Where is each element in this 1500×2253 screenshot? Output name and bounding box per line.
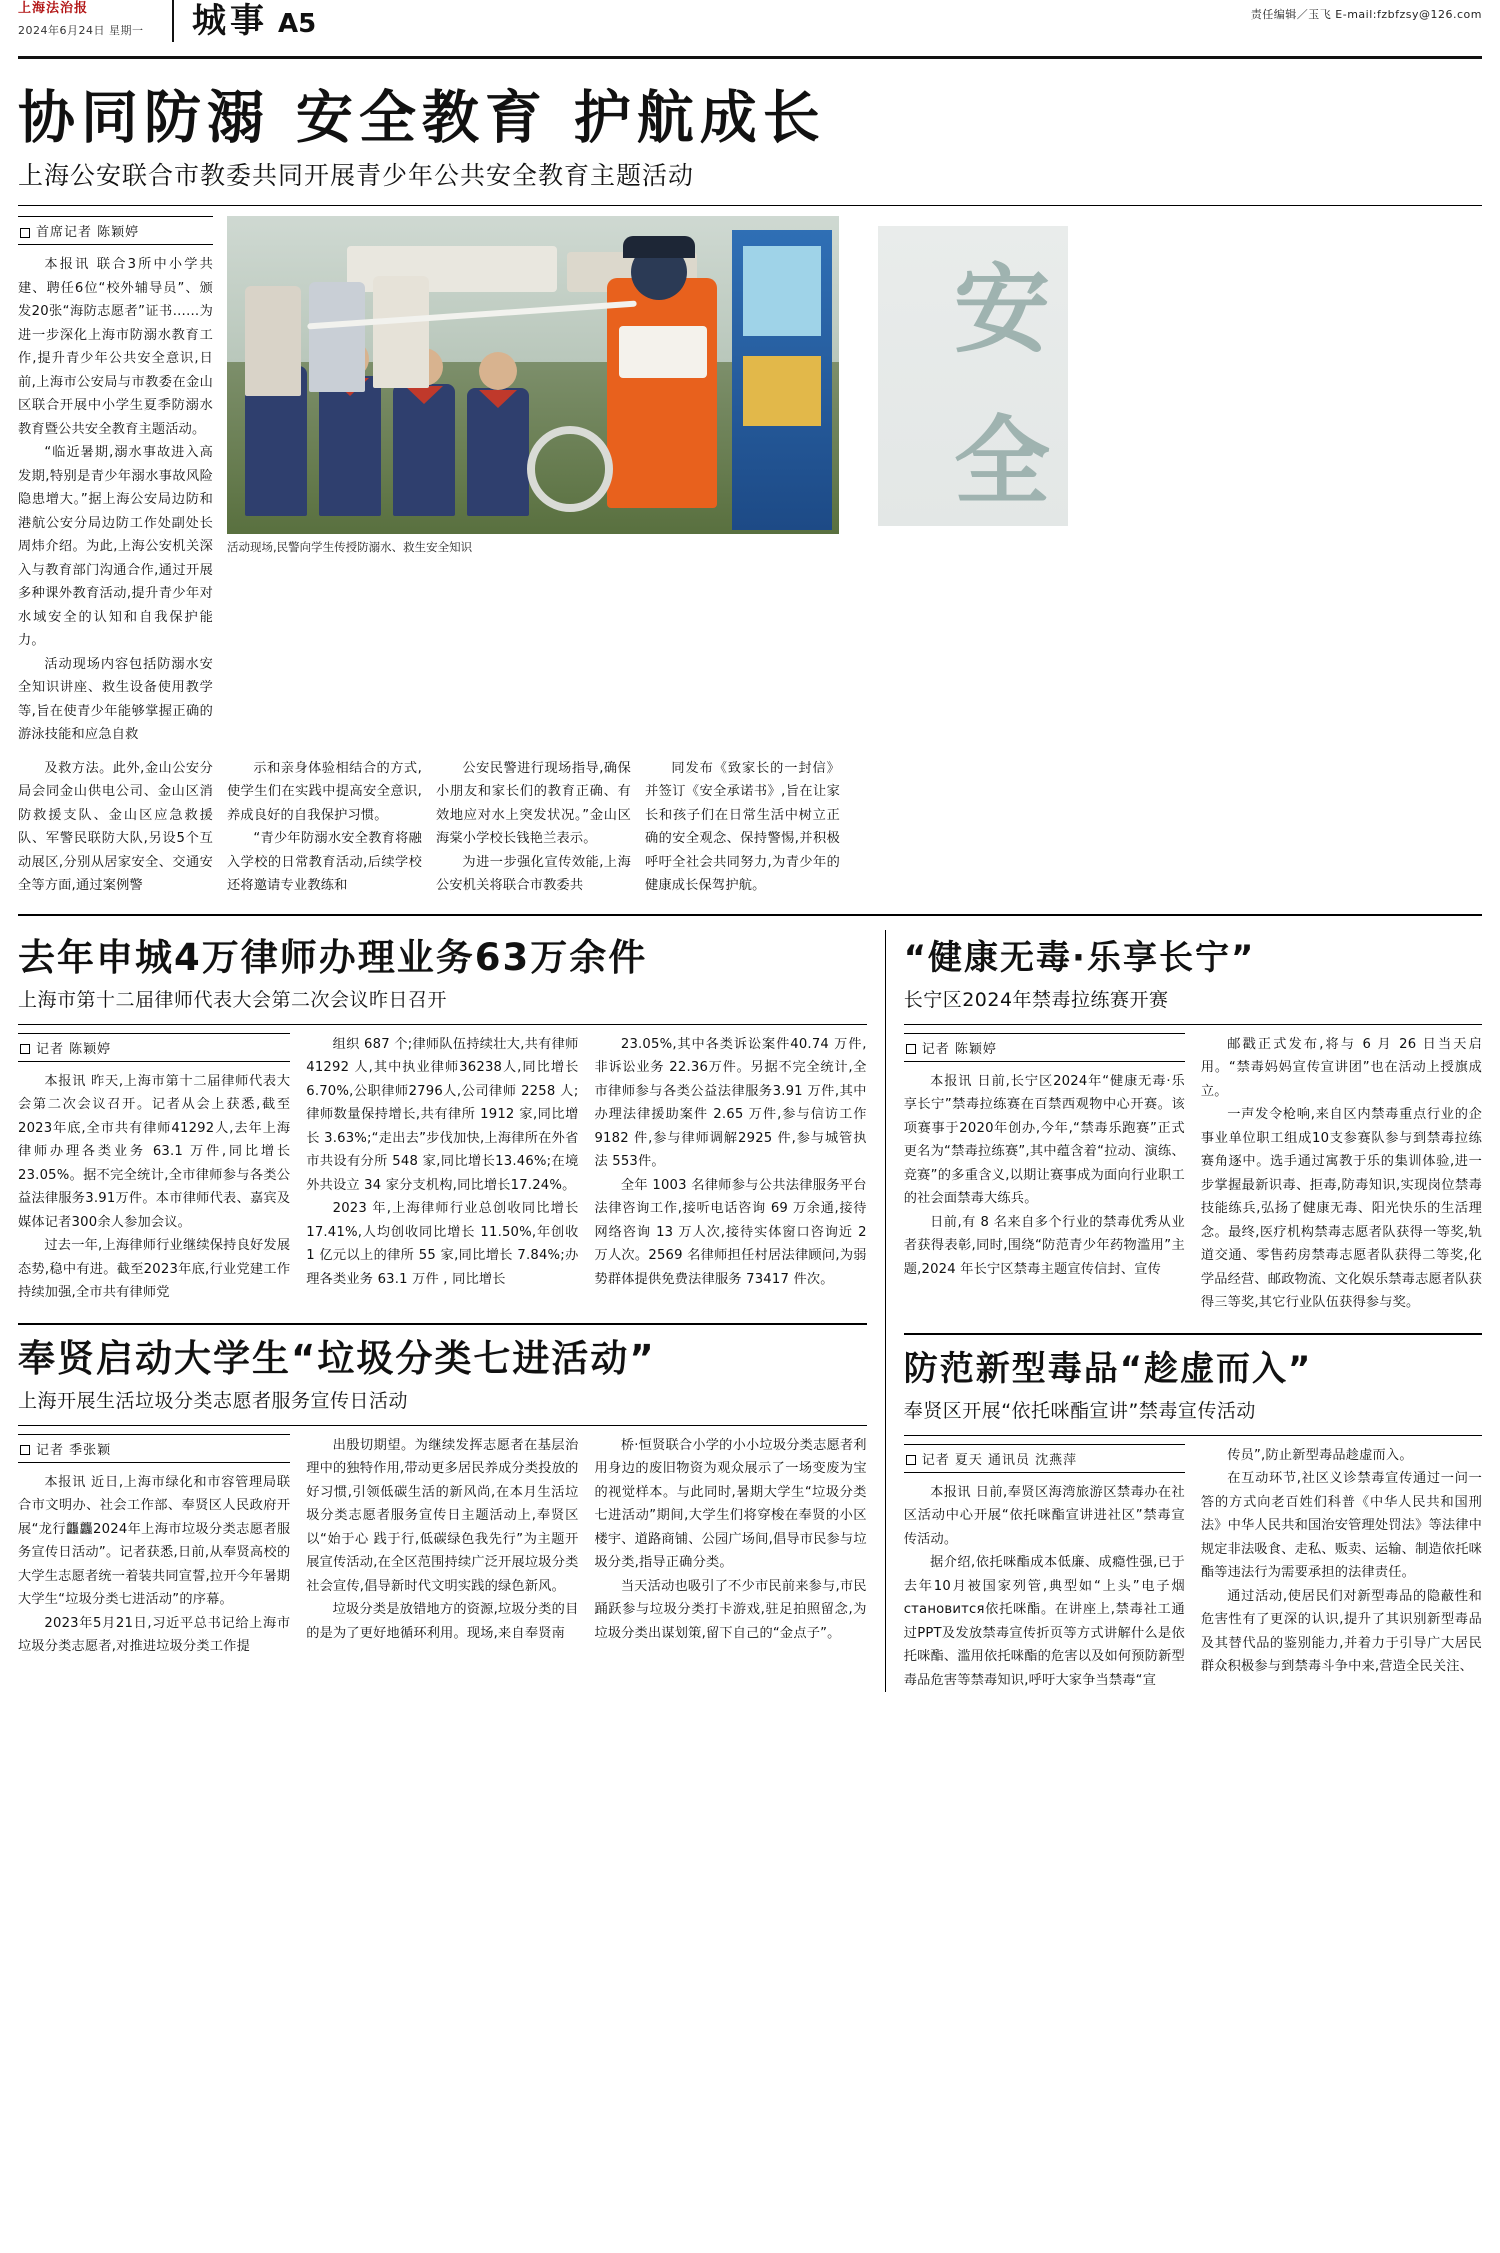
paragraph: 据介绍,依托咪酯成本低廉、成瘾性强,已于去年10月被国家列管,典型如“上头”电子烟становится依托咪酯。在讲座上,禁毒社工通过PPT及发放禁毒宣传折页等方式讲解什么是依托咪酯、滥用依托咪酯的危害以及如何预防新型毒品危害等禁毒知识,呼吁大家争当禁毒“宣: [903, 1555, 1185, 1688]
paragraph: 本报讯 近日,上海市绿化和市容管理局联合市文明办、社会工作部、奉贤区人民政府开展“龙行龘龘2024年上海市垃圾分类志愿者服务宣传日活动”。记者获悉,日前,从奉贤高校的大学生志愿者统一着装共同宣誓,拉开今年暑期大学生“垃圾分类七进活动”的序幕。: [18, 1474, 291, 1607]
bullet-square-icon: [20, 1445, 30, 1455]
article-col-2: [306, 1033, 578, 1305]
byline: 首席记者 陈颖婷: [18, 216, 213, 245]
paragraph: 活动现场内容包括防溺水安全知识讲座、救生设备使用教学等,旨在使青少年能够掌握正确的游泳技能和应急自救: [18, 656, 213, 742]
photo-student-head: [479, 352, 517, 390]
feature-col-4: [645, 757, 840, 898]
paragraph: 本报讯 昨天,上海市第十二届律师代表大会第二次会议召开。记者从会上获悉,截至2023年底,全市共有律师41292人,去年上海律师办理各类业务 63.1 万件,同比增长 23.05%。据不完全统计,全市律师参与各类公益法律服务3.91万件。本市律师代表、嘉宾及媒体记者300余人参加会议。: [18, 1073, 291, 1230]
paragraph: 桥·恒贤联合小学的小小垃圾分类志愿者利用身边的废旧物资为观众展示了一场变废为宝的视觉样本。与此同时,暑期大学生“垃圾分类七进活动”期间,大学生们将穿梭在奉贤的小区楼宇、道路商铺、公园广场间,倡导市民参与垃圾分类,指导正确分类。: [594, 1437, 867, 1570]
lower-section: [18, 930, 1482, 1693]
feature-col-2: [227, 757, 422, 898]
article-lawyers: [18, 934, 867, 1305]
article-drug-race: [904, 934, 1482, 1315]
byline: 记者 陈颖婷: [18, 1033, 290, 1062]
feature-photo-block: [227, 216, 839, 747]
article-title: 防范新型毒品“趁虚而入”: [903, 1348, 1313, 1389]
paragraph: 日前,有 8 名来自多个行业的禁毒优秀从业者获得表彰,同时,围绕“防范青少年药物滥用”主题,2024 年长宁区禁毒主题宣传信封、宣传: [903, 1214, 1185, 1277]
article-col-3: [594, 1434, 866, 1659]
paragraph: 传员”,防止新型毒品趁虚而入。: [1227, 1447, 1413, 1463]
paragraph: 当天活动也吸引了不少市民前来参与,市民踊跃参与垃圾分类打卡游戏,驻足拍照留念,为垃圾分类出谋划策,留下自己的“金点子”。: [594, 1578, 867, 1641]
page-number: A5: [278, 9, 317, 39]
paragraph: 本报讯 联合3所中小学共建、聘任6位“校外辅导员”、颁发20张“海防志愿者”证书……为进一步深化上海市防溺水教育工作,提升青少年公共安全意识,日前,上海市公安局与市教委在金山区联合开展中小学生夏季防溺水教育暨公共安全教育主题活动。: [18, 257, 213, 437]
article-subtitle: 上海开展生活垃圾分类志愿者服务宣传日活动: [18, 1389, 409, 1412]
paragraph: 出殷切期望。为继续发挥志愿者在基层治理中的独特作用,带动更多居民养成分类投放的好习惯,引领低碳生活的新风尚,在本月生活垃圾分类志愿者服务宣传日主题活动上,奉贤区以“始于心 践于行,低碳绿色我先行”为主题开展宣传活动,在全区范围持续广泛开展垃圾分类社会宣传,倡导新时代文明实践的绿色新风。: [306, 1437, 579, 1594]
section-divider: [18, 1323, 867, 1325]
page-subtitle: 上海公安联合市教委共同开展青少年公共安全教育主题活动: [18, 161, 695, 190]
feature-top: [18, 216, 1482, 747]
paragraph: 全年 1003 名律师参与公共法律服务平台法律咨询工作,接听电话咨询 69 万余通,接待网络咨询 13 万人次,接待实体窗口咨询近 2 万人次。2569 名律师担任村居法律顾问,为弱势群体提供免费法律服务 73417 件次。: [594, 1177, 867, 1287]
article-title: 去年申城4万律师办理业务63万余件: [18, 935, 648, 979]
photo-officer-cap: [623, 236, 695, 258]
article-garbage: [18, 1335, 867, 1659]
paragraph: 及救方法。此外,金山公安分局会同金山供电公司、金山区消防救援支队、金山区应急救援队、军警民联防大队,另设5个互动展区,分别从居家安全、交通安全等方面,通过案例警: [18, 760, 213, 893]
paragraph: 为进一步强化宣传效能,上海公安机关将联合市教委共: [436, 854, 631, 893]
photo-officer-body: [607, 278, 717, 508]
paragraph: 本报讯 日前,长宁区2024年“健康无毒·乐享长宁”禁毒拉练赛在百禁西观物中心开赛。该项赛事于2020年创办,今年,“禁毒乐跑赛”正式更名为“禁毒拉练赛”,其中蕴含着“拉动、演练、竞赛”的多重含义,以期让赛事成为面向行业职工的社会面禁毒大练兵。: [903, 1073, 1185, 1206]
article-col-3: [594, 1033, 866, 1305]
photo-adult: [309, 282, 365, 392]
photo-student: [319, 376, 381, 516]
article-subtitle: 长宁区2024年禁毒拉练赛开赛: [903, 988, 1169, 1011]
divider: [18, 1425, 867, 1426]
masthead-left: [18, 0, 168, 38]
section-divider: [18, 914, 1482, 916]
paragraph: 2023年5月21日,习近平总书记给上海市垃圾分类志愿者,对推进垃圾分类工作提: [18, 1615, 291, 1654]
divider: [904, 1435, 1482, 1436]
paragraph: 通过活动,使居民们对新型毒品的隐蔽性和危害性有了更深的认识,提升了其识别新型毒品及其替代品的鉴别能力,并着力于引导广大居民群众积极参与到禁毒斗争中来,营造全民关注、: [1200, 1588, 1483, 1674]
photo-banner-image: [743, 356, 821, 426]
article-col-1: [18, 1434, 290, 1659]
paragraph: 本报讯 日前,奉贤区海湾旅游区禁毒办在社区活动中心开展“依托咪酯宣讲进社区”禁毒宣传活动。: [903, 1484, 1185, 1547]
bullet-square-icon: [906, 1455, 916, 1465]
photo-life-vest: [619, 326, 707, 378]
calligraphy-char-1: 安: [954, 253, 1050, 366]
photo-adult: [373, 276, 429, 388]
paragraph: 在互动环节,社区义诊禁毒宣传通过一问一答的方式向老百姓们科普《中华人民共和国刑法》中华人民共和国治安管理处罚法》等法律中规定非法吸食、走私、贩卖、运输、制造依托咪酯等违法行为需要承担的法律责任。: [1200, 1471, 1483, 1580]
article-col-1: [904, 1033, 1185, 1315]
article-col-2: [306, 1434, 578, 1659]
publication-logo: 上海法治报: [18, 1, 89, 16]
paragraph: 示和亲身体验相结合的方式,使学生们在实践中提高安全意识,养成良好的自我保护习惯。: [227, 760, 422, 823]
photo-caption: 活动现场,民警向学生传授防溺水、救生安全知识: [227, 540, 473, 554]
paragraph: 邮戳正式发布,将与 6 月 26 日当天启用。“禁毒妈妈宣传宣讲团”也在活动上授旗成立。: [1200, 1036, 1483, 1099]
editor-credit: 责任编辑／玉飞 E-mail:fzbfzsy@126.com: [1250, 8, 1482, 21]
photo-banner-image: [743, 246, 821, 336]
article-col-1: [904, 1444, 1185, 1693]
section-block: [172, 0, 316, 42]
byline: 记者 夏天 通讯员 沈燕萍: [904, 1444, 1185, 1473]
byline: 记者 季张颖: [18, 1434, 290, 1463]
photo-lifebuoy: [527, 426, 613, 512]
divider: [904, 1024, 1482, 1025]
article-title: 奉贤启动大学生“垃圾分类七进活动”: [18, 1336, 656, 1380]
divider: [18, 205, 1482, 206]
feature-left-column: [18, 216, 213, 747]
paragraph: 组织 687 个;律师队伍持续壮大,共有律师 41292 人,其中执业律师36238人,同比增长6.70%,公职律师2796人,公司律师 2258 人;律师数量保持增长,共有律所 1912 家,同比增长 3.63%;“走出去”步伐加快,上海律所在外省市共设有分所 548 家,同比增长13.46%;在境外共设立 34 家分支机构,同比增长17.24%。: [306, 1036, 579, 1193]
feature-col-3: [436, 757, 631, 898]
section-divider: [904, 1333, 1482, 1335]
divider: [18, 1024, 867, 1025]
bullet-square-icon: [20, 228, 30, 238]
right-column: [885, 930, 1482, 1693]
publication-date: 2024年6月24日 星期一: [18, 24, 144, 37]
byline: 记者 陈颖婷: [904, 1033, 1185, 1062]
article-subtitle: 上海市第十二届律师代表大会第二次会议昨日召开: [18, 988, 448, 1011]
section-name: 城事: [192, 1, 268, 41]
paragraph: “临近暑期,溺水事故进入高发期,特别是青少年溺水事故风险隐患增大。”据上海公安局边防和港航公安分局边防工作处副处长周炜介绍。为此,上海公安机关深入与教育部门沟通合作,通过开展多种课外教育活动,提升青少年对水域安全的认知和自我保护能力。: [18, 445, 213, 648]
article-col-2: [1201, 1444, 1482, 1693]
paragraph: 垃圾分类是放错地方的资源,垃圾分类的目的是为了更好地循环利用。现场,来自奉贤南: [306, 1602, 579, 1641]
article-col-2: [1201, 1033, 1482, 1315]
masthead: [18, 0, 1482, 59]
calligraphy-block: [853, 216, 1068, 747]
paragraph: 2023 年,上海律师行业总创收同比增长 17.41%,人均创收同比增长 11.50%,年创收 1 亿元以上的律所 55 家,同比增长 7.84%;办理各类业务 63.1 万件 , 同比增长: [306, 1201, 579, 1287]
paragraph: 公安民警进行现场指导,确保小朋友和家长们的教育正确、有效地应对水上突发状况。”金山区海棠小学校长钱艳兰表示。: [436, 760, 631, 846]
photo-adult: [245, 286, 301, 396]
feature-col-1: [18, 757, 213, 898]
article-col-1: [18, 1033, 290, 1305]
page-title: 协同防溺 安全教育 护航成长: [18, 85, 826, 151]
paragraph: 23.05%,其中各类诉讼案件40.74 万件,非诉讼业务 22.36万件。另据不完全统计,全市律师参与各类公益法律服务3.91 万件,其中办理法律援助案件 2.65 万件,参与信访工作 9182 件,参与律师调解2925 件,参与城管执法 553件。: [594, 1036, 867, 1169]
feature-bottom-columns: [18, 757, 1482, 898]
article-new-drug: [904, 1345, 1482, 1693]
bullet-square-icon: [906, 1044, 916, 1054]
bullet-square-icon: [20, 1044, 30, 1054]
paragraph: 一声发令枪响,来自区内禁毒重点行业的企事业单位职工组成10支参赛队参与到禁毒拉练赛角逐中。选手通过寓教于乐的集训体验,进一步掌握最新识毒、拒毒,防毒知识,实现岗位禁毒技能练兵,弘扬了健康无毒、阳光快乐的生活理念。最终,医疗机构禁毒志愿者队获得一等奖,轨道交通、零售药房禁毒志愿者队获得二等奖,化学品经营、邮政物流、文化娱乐禁毒志愿者队获得三等奖,其它行业队伍获得参与奖。: [1200, 1107, 1483, 1310]
left-column: [18, 930, 867, 1693]
calligraphy-char-2: 全: [954, 405, 1050, 518]
article-subtitle: 奉贤区开展“依托咪酯宣讲”禁毒宣传活动: [903, 1399, 1256, 1422]
feature-photo: [227, 216, 839, 534]
article-title: “健康无毒·乐享长宁”: [903, 937, 1256, 978]
paragraph: 同发布《致家长的一封信》并签订《安全承诺书》,旨在让家长和孩子们在日常生活中树立正确的安全观念、保持警惕,并积极呼吁全社会共同努力,为青少年的健康成长保驾护航。: [645, 760, 840, 893]
paragraph: “青少年防溺水安全教育将融入学校的日常教育活动,后续学校还将邀请专业教练和: [227, 831, 422, 893]
paragraph: 过去一年,上海律师行业继续保持良好发展态势,稳中有进。截至2023年底,行业党建工作持续加强,全市共有律师党: [18, 1238, 291, 1300]
